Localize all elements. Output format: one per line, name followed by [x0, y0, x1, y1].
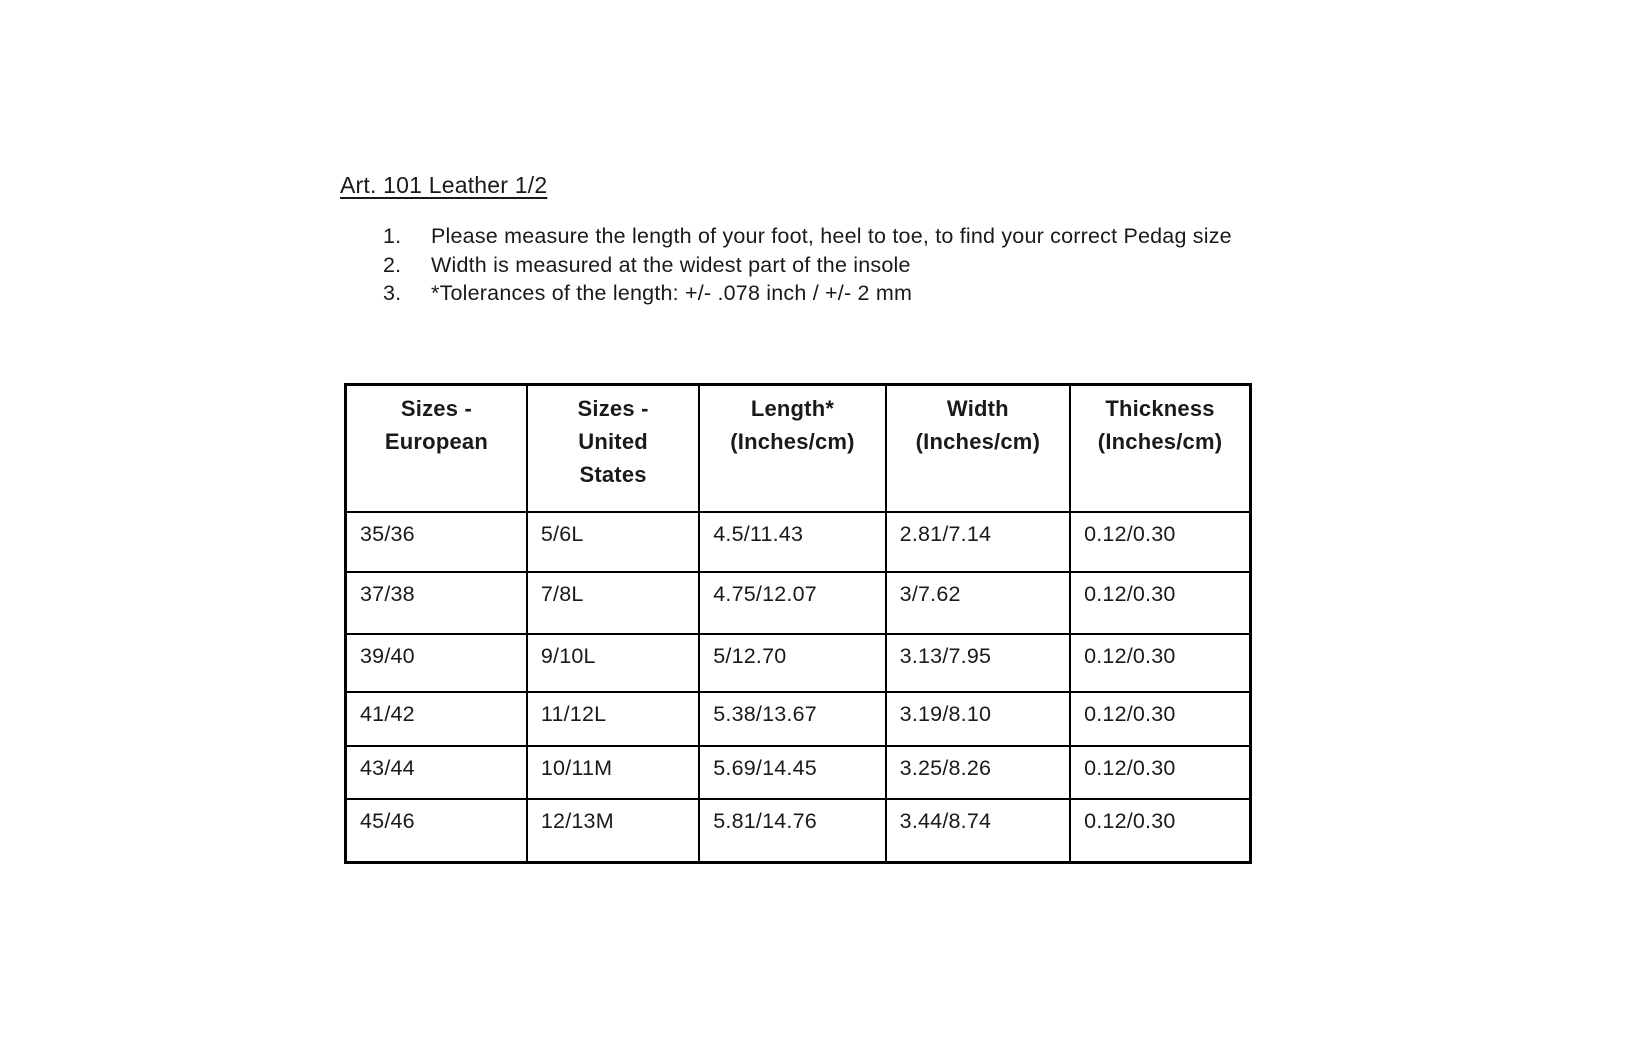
column-header-sizes-european	[346, 385, 527, 513]
cell-thickness: 0.12/0.30	[1070, 572, 1250, 634]
header-line: Length*	[750, 396, 835, 421]
table-header-row	[346, 385, 1251, 513]
cell-thickness: 0.12/0.30	[1070, 512, 1250, 572]
cell-thickness: 0.12/0.30	[1070, 692, 1250, 746]
cell-size-european: 45/46	[346, 799, 527, 863]
header-line: Sizes -	[577, 396, 649, 421]
note-item	[383, 222, 1232, 251]
header-line: European	[384, 429, 488, 454]
size-chart-table	[344, 383, 1252, 864]
cell-length: 5/12.70	[699, 634, 885, 692]
table-row	[346, 634, 1251, 692]
header-line: Thickness	[1105, 396, 1215, 421]
table-row	[346, 799, 1251, 863]
header-line: (Inches/cm)	[730, 429, 855, 454]
cell-width: 3.13/7.95	[886, 634, 1070, 692]
header-line: States	[579, 462, 647, 487]
table-row	[346, 746, 1251, 799]
note-number: 1.	[383, 224, 402, 248]
cell-width: 2.81/7.14	[886, 512, 1070, 572]
cell-length: 4.75/12.07	[699, 572, 885, 634]
cell-thickness: 0.12/0.30	[1070, 634, 1250, 692]
header-line: Width	[946, 396, 1009, 421]
document-title: Art. 101 Leather 1/2	[340, 172, 548, 198]
note-item	[383, 279, 1232, 308]
table-row	[346, 692, 1251, 746]
table-row	[346, 572, 1251, 634]
note-text: Width is measured at the widest part of the insole	[431, 252, 911, 277]
cell-length: 5.81/14.76	[699, 799, 885, 863]
cell-length: 5.69/14.45	[699, 746, 885, 799]
note-text: Please measure the length of your foot, heel to toe, to find your correct Pedag size	[431, 224, 1232, 248]
column-header-sizes-us	[527, 385, 699, 513]
header-line: United	[578, 429, 648, 454]
table-row	[346, 512, 1251, 572]
cell-size-us: 9/10L	[527, 634, 699, 692]
column-header-width	[886, 385, 1070, 513]
header-line: (Inches/cm)	[1097, 429, 1223, 454]
cell-size-us: 10/11M	[527, 746, 699, 799]
note-item	[383, 251, 1232, 280]
cell-thickness: 0.12/0.30	[1070, 799, 1250, 863]
cell-size-european: 37/38	[346, 572, 527, 634]
cell-width: 3.44/8.74	[886, 799, 1070, 863]
cell-size-european: 43/44	[346, 746, 527, 799]
cell-size-us: 7/8L	[527, 572, 699, 634]
cell-width: 3/7.62	[886, 572, 1070, 634]
cell-size-us: 11/12L	[527, 692, 699, 746]
note-text: *Tolerances of the length: +/- .078 inch / +/- 2 mm	[431, 281, 913, 305]
column-header-thickness	[1070, 385, 1250, 513]
cell-size-us: 12/13M	[527, 799, 699, 863]
cell-width: 3.19/8.10	[886, 692, 1070, 746]
cell-size-us: 5/6L	[527, 512, 699, 572]
header-line: (Inches/cm)	[915, 429, 1041, 454]
measurement-notes-list	[383, 222, 1232, 308]
header-line: Sizes -	[400, 396, 472, 421]
cell-width: 3.25/8.26	[886, 746, 1070, 799]
note-number: 2.	[383, 252, 402, 277]
cell-size-european: 39/40	[346, 634, 527, 692]
cell-length: 4.5/11.43	[699, 512, 885, 572]
note-number: 3.	[383, 281, 402, 305]
column-header-length	[699, 385, 885, 513]
cell-size-european: 41/42	[346, 692, 527, 746]
cell-length: 5.38/13.67	[699, 692, 885, 746]
cell-size-european: 35/36	[346, 512, 527, 572]
cell-thickness: 0.12/0.30	[1070, 746, 1250, 799]
